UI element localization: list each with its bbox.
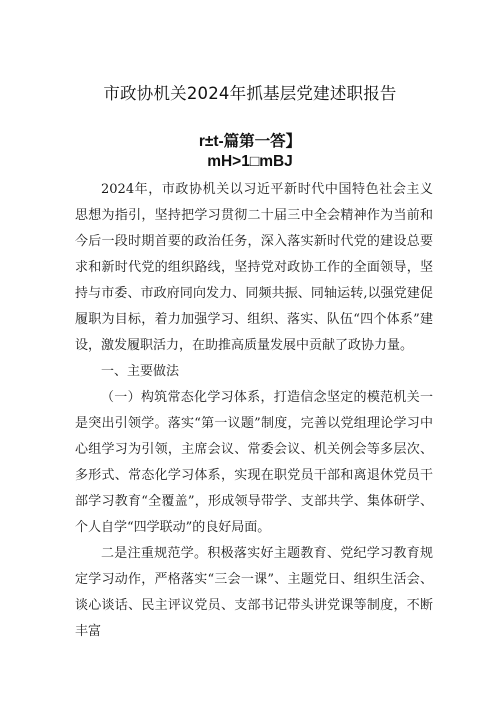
document-subtitle-line-1: r±t-篇第一答】 (198, 133, 302, 150)
paragraph-standardized-study: 二是注重规范学。积极落实好主题教育、党纪学习教育规定学习动作，严格落实“三会一课”、主题党日、组织生活会、谈心谈话、民主评议党员、支部书记带头讲党课等制度，不断丰富 (75, 546, 433, 639)
subsection-paragraph-study-system: （一）构筑常态化学习体系，打造信念坚定的模范机关一是突出引领学。落实“第一议题”制度，完善以党组理论学习中心组学习为引领，主席会议、常委会议、机关例会等多层次、多形式、常态化学习体系，实现在职党员干部和离退休党员干部学习教育“全覆盖”，形成领导带学、支部共学、集体研学、个人自学“四学联动”的良好局面。 (75, 390, 433, 535)
document-body (75, 177, 433, 645)
section-heading-main-practices: 一、主要做法 (101, 364, 180, 379)
intro-paragraph: 2024年，市政协机关以习近平新时代中国特色社会主义思想为指引，坚持把学习贯彻二十届三中全会精神作为当前和今后一段时期首要的政治任务，深入落实新时代党的建设总要求和新时代党的组织路线，坚持党对政协工作的全面领导，坚持与市委、市政府同向发力、同频共振、同轴运转,以强党建促履职为目标，着力加强学习、组织、落实、队伍“四个体系”建设，激发履职活力，在助推高质量发展中贡献了政协力量。 (75, 182, 433, 353)
document-subtitle-line-2: mH>1□mBJ (207, 153, 293, 170)
document-title: 市政协机关2024年抓基层党建述职报告 (103, 84, 397, 103)
